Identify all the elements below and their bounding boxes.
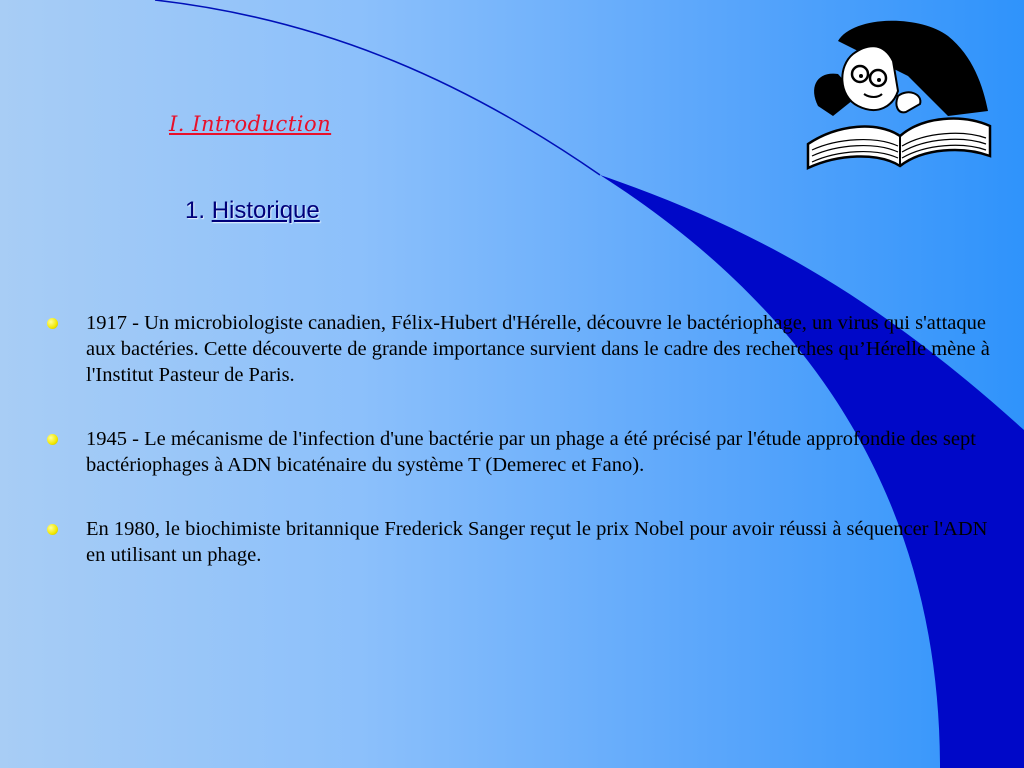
bullet-text: En 1980, le biochimiste britannique Frederick Sanger reçut le prix Nobel pour avoir réussi à séquencer l'ADN en utilisant un phage.	[86, 518, 988, 566]
section-title: I. Introduction	[169, 112, 332, 136]
reader-with-book-icon	[798, 16, 998, 176]
bullet-dot-icon	[47, 524, 58, 535]
bullet-item-1917	[44, 310, 994, 388]
bullet-text: 1945 - Le mécanisme de l'infection d'une bactérie par un phage a été précisé par l'étude approfondie des sept bactériophages à ADN bicaténaire du système T (Demerec et Fano).	[86, 428, 976, 476]
bullet-item-1980	[44, 516, 994, 568]
bullet-list	[44, 310, 994, 606]
subtitle	[185, 197, 320, 225]
hand-shape	[896, 92, 920, 112]
subtitle-number: 1.	[185, 197, 206, 224]
bullet-dot-icon	[47, 318, 58, 329]
bullet-dot-icon	[47, 434, 58, 445]
swoosh-curve-line	[155, 0, 600, 175]
subtitle-text: Historique	[211, 197, 320, 224]
bullet-text: 1917 - Un microbiologiste canadien, Félix-Hubert d'Hérelle, découvre le bactériophage, un virus qui s'attaque aux bactéries. Cette découverte de grande importance survient dans le cadre des recherches qu’Hérelle mène à l'Institut Pasteur de Paris.	[86, 312, 990, 386]
bullet-item-1945	[44, 426, 994, 478]
